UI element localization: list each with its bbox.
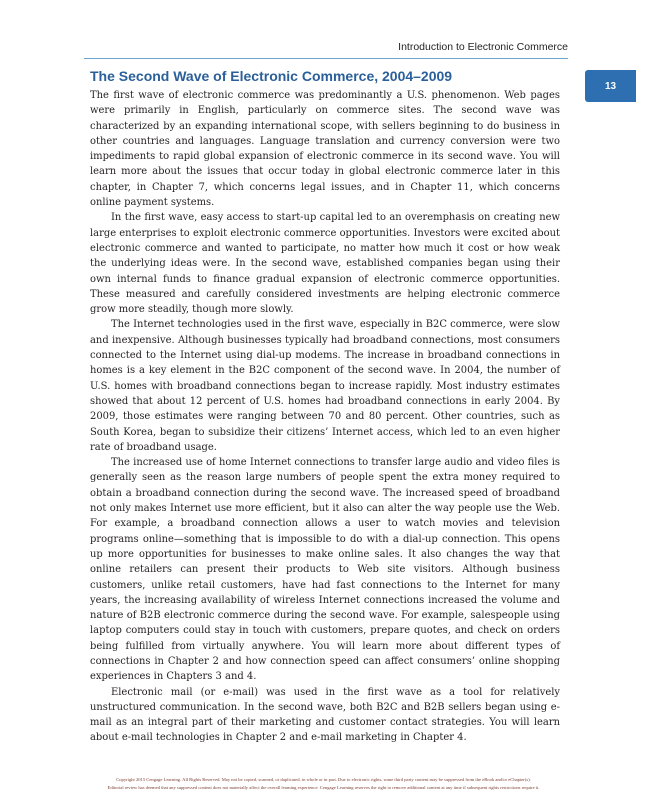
paragraph-4: The increased use of home Internet connections to transfer large audio and video files is generally seen as the reason large numbers of people spent the extra money required to obtain a broadband connection during the second wave. The increased speed of broadband not only makes Internet use more efficient, but it also can alter the way people use the Web. For example, a broadband connection allows a user to watch movies and television programs online—something that is impossible to do with a dial-up connection. This opens up more opportunities for businesses to make online sales. It also changes the way that online retailers can present their products to Web site visitors. Although business customers, unlike retail customers, have had fast connections to the Internet for many years, the increasing availability of wireless Internet connections increased the volume and nature of B2B electronic commerce during the second wave. For example, salespeople using laptop computers could stay in touch with customers, prepare quotes, and check on orders being fulfilled from virtually anywhere. You will learn more about different types of connections in Chapter 2 and how connection speed can affect consumers’ online shopping experiences in Chapters 3 and 4. — [90, 457, 560, 683]
paragraph-2: In the first wave, easy access to start-up capital led to an overemphasis on creating new large enterprises to exploit electronic commerce opportunities. Investors were excited about electronic commerce and wanted to participate, no matter how much it cost or how weak the underlying ideas were. In the second wave, established companies began using their own internal funds to finance gradual expansion of electronic commerce opportunities. These measured and carefully considered investments are helping electronic commerce grow more steadily, though more slowly. — [90, 212, 560, 316]
body-text — [90, 88, 560, 746]
header-divider — [84, 58, 568, 59]
copyright-line-1: Copyright 2015 Cengage Learning. All Rights Reserved. May not be copied, scanned, or duplicated, in whole or in part. Due to electronic rights, some third party content may be suppressed from the eBook and/or eChapter(s). — [116, 777, 531, 782]
paragraph-3: The Internet technologies used in the first wave, especially in B2C commerce, were slow and inexpensive. Although businesses typically had broadband connections, most consumers connected to the Internet using dial-up modems. The increase in broadband connections in homes is a key element in the B2C component of the second wave. In 2004, the number of U.S. homes with broadband connections began to increase rapidly. Most industry estimates showed that about 12 percent of U.S. homes had broadband connections in early 2004. By 2009, those estimates were ranging between 70 and 80 percent. Other countries, such as South Korea, began to subsidize their citizens’ Internet access, which led to an even higher rate of broadband usage. — [90, 319, 560, 453]
paragraph-5: Electronic mail (or e-mail) was used in the first wave as a tool for relatively unstructured communication. In the second wave, both B2C and B2B sellers began using e-mail as an integral part of their marketing and customer contact strategies. You will learn about e-mail technologies in Chapter 2 and e-mail marketing in Chapter 4. — [90, 686, 560, 744]
copyright-footer — [0, 776, 647, 791]
paragraph-1: The first wave of electronic commerce was predominantly a U.S. phenomenon. Web pages were primarily in English, particularly on commerce sites. The second wave was characterized by an expanding international scope, with sellers beginning to do business in other countries and languages. Language translation and currency conversion were two impediments to rapid global expansion of electronic commerce in its second wave. You will learn more about the issues that occur today in global electronic commerce later in this chapter, in Chapter 7, which concerns legal issues, and in Chapter 11, which concerns online payment systems. — [90, 90, 560, 209]
page-number-tab — [585, 70, 636, 102]
running-head-title: Introduction to Electronic Commerce — [398, 41, 568, 53]
page-number: 13 — [604, 80, 617, 92]
section-heading: The Second Wave of Electronic Commerce, 2004–2009 — [90, 68, 453, 84]
copyright-line-2: Editorial review has deemed that any suppressed content does not materially affect the overall learning experience. Cengage Learning reserves the right to remove additional content at any time if subsequent rights restrictions require it. — [107, 784, 540, 790]
